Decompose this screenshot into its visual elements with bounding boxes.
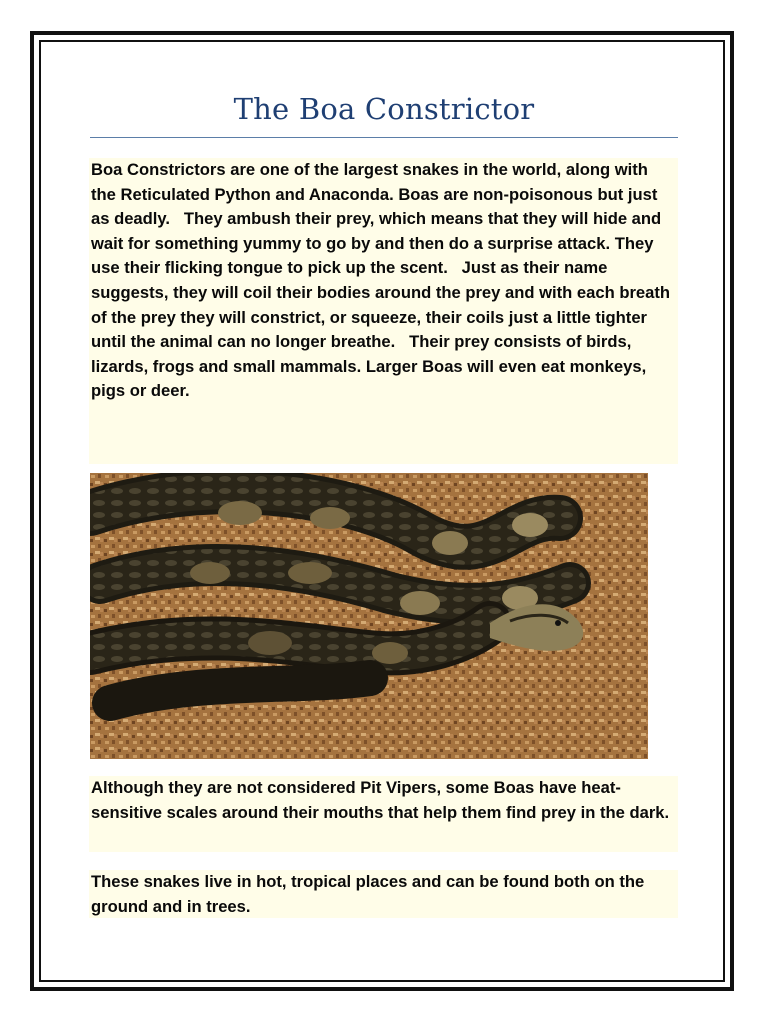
intro-paragraph: Boa Constrictors are one of the largest snakes in the world, along with the Reticulated Python and Anaconda. Boas are non-poisonous but just as deadly. They ambush their prey, which means that they will hide and wait for something yummy to go by and then do a surprise attack. They use their flicking tongue to pick up the scent. Just as their name suggests, they will coil their bodies around the prey and with each breath of the prey they will constrict, or squeeze, their coils just a little tighter until the animal can no longer breathe. Their prey consists of birds, lizards, frogs and small mammals. Larger Boas will even eat monkeys, pigs or deer. <box>89 158 678 464</box>
title-underline <box>90 137 678 138</box>
page-title: The Boa Constrictor <box>233 92 535 126</box>
boa-photo <box>90 473 648 759</box>
heat-sensing-paragraph: Although they are not considered Pit Vipers, some Boas have heat-sensitive scales around their mouths that help them find prey in the dark. <box>89 776 678 852</box>
habitat-paragraph: These snakes live in hot, tropical places and can be found both on the ground and in trees. <box>89 870 678 918</box>
